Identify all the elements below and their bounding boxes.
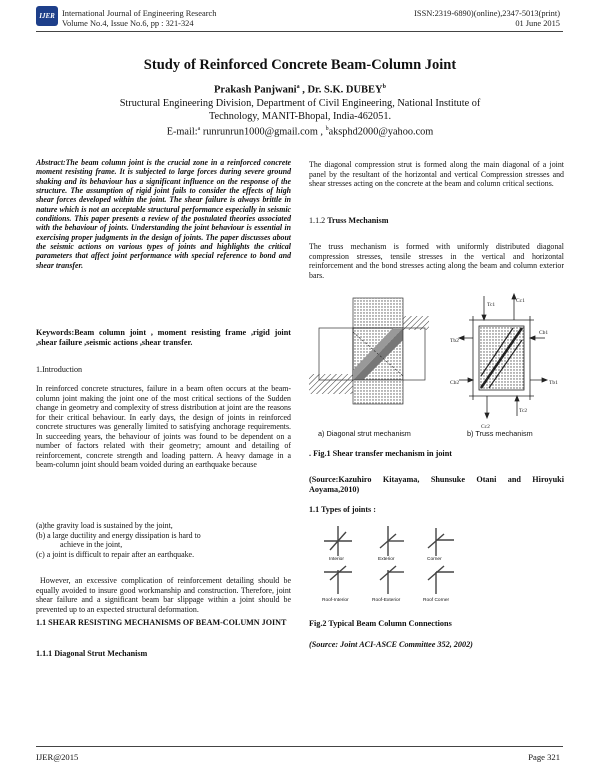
truss-paragraph: The truss mechanism is formed with uniformly distributed diagonal compression stresses, tensile stresses in the vertical and horizontal reinforcement and the bond stresses acting along the beam and column exterior bars. xyxy=(309,242,564,280)
intro-paragraph-2: However, an excessive complication of reinforcement detailing should be equally avoided to insure good workmanship and construction. Therefore, joint shear failure and a significant beam bar slippage within a joint should be prevented up to an expected structural deformation. xyxy=(36,576,291,614)
fig2-label-roof-corner: Roof Corner xyxy=(423,598,450,603)
paper-authors: Prakash Panjwani$^a$ , Dr. S.K. DUBEY$^b$ xyxy=(214,84,386,96)
fig1-label-b: b) Truss mechanism xyxy=(467,429,533,438)
truss-heading: 1.1.2 Truss Mechanism xyxy=(309,216,389,225)
svg-text:Cb1: Cb1 xyxy=(539,330,549,336)
fig2-joint-types-figure xyxy=(312,520,462,608)
intro-list xyxy=(36,521,291,559)
abstract: Abstract:The beam column joint is the crucial zone in a reinforced concrete moment resisting frame. It is subjected to large forces during severe ground shaking and its behaviour has a significant influence on the response of the structure. The assumption of rigid joint fails to consider the effects of high shear forces developed within the joint. The shear failure is always brittle in nature which is not an acceptable structural performance especially in seismic conditions. This paper presents a review of the postulated theories associated with the behaviour of joints. Understanding the joint behaviour is essential in exercising proper judgments in the design of joints. The paper discusses about the seismic actions on various types of joints and highlights the critical parameters that affect joint performance with special reference to bond and shear transfer. xyxy=(36,158,291,270)
header-rule xyxy=(36,31,563,32)
page-number: Page 321 xyxy=(528,752,560,762)
journal-volume: Volume No.4, Issue No.6, pp : 321-324 xyxy=(62,19,194,28)
paper-title: Study of Reinforced Concrete Beam-Column Joint xyxy=(143,57,457,73)
svg-text:Tc1: Tc1 xyxy=(487,302,496,308)
joint-roof-corner-drawing xyxy=(428,566,454,594)
fig2-caption: Fig.2 Typical Beam Column Connections xyxy=(309,619,452,628)
journal-name: International Journal of Engineering Research xyxy=(62,9,217,18)
fig1-label-a: a) Diagonal strut mechanism xyxy=(318,429,411,438)
list-item: achieve in the joint, xyxy=(60,540,123,550)
svg-text:Cb2: Cb2 xyxy=(450,380,460,386)
intro-paragraph-1: In reinforced concrete structures, failure in a beam often occurs at the beam-column joint making the joint one of the most critical sections of the Sudden change in geometry and complexity of stress distribution at joint are the reasons for their critical behaviour. In early days, the design of joints in reinforced concrete structures was generally limited to satisfying anchorage requirements. In succeeding years, the behaviour of joints was found to be dependent on a number of factors related with their geometry; amount and detailing of reinforcement, concrete strength and loading pattern. A heavy damage in a beam-column joint should beam voided during an earthquake because xyxy=(36,384,291,470)
section-1-1-1-heading: 1.1.1 Diagonal Strut Mechanism xyxy=(36,649,148,658)
fig2-label-roof-exterior: Roof-Exterior xyxy=(372,598,401,603)
paper-affiliation: Structural Engineering Division, Department of Civil Engineering, National Institute of Technology, MANIT-Bhopal, India-462051. E-mail:$^a$ runrunrun1000@gmail.com , $^b$aksphd2000@yahoo.com xyxy=(0,98,600,139)
strut-paragraph: The diagonal compression strut is formed along the main diagonal of a joint panel by the resultant of the horizontal and vertical Compression stresses and shear stresses acting on the concrete at the beam and column critical sections. xyxy=(309,160,564,189)
joint-exterior-drawing xyxy=(380,526,404,556)
keywords: Keywords:Beam column joint , moment resisting frame ,rigid joint ,shear failure ,seismic actions ,shear transfer. xyxy=(36,328,291,347)
fig2-label-exterior: Exterior xyxy=(378,557,395,562)
svg-text:Tc2: Tc2 xyxy=(519,408,528,414)
footer-left: IJER@2015 xyxy=(36,752,79,762)
svg-text:Cc2: Cc2 xyxy=(481,424,490,430)
joint-corner-drawing xyxy=(428,528,454,556)
footer-rule xyxy=(36,746,563,747)
truss-mechanism-diagram xyxy=(450,294,558,430)
paper-emails: E-mail:$^a$ runrunrun1000@gmail.com , $^b$aksphd2000@yahoo.com xyxy=(166,126,434,138)
joint-roof-interior-drawing xyxy=(324,566,352,594)
svg-text:Tb2: Tb2 xyxy=(450,338,459,344)
fig1-shear-transfer-figure xyxy=(309,288,561,438)
journal-date: 01 June 2015 xyxy=(515,19,560,28)
joint-roof-exterior-drawing xyxy=(380,566,404,594)
svg-text:Cc1: Cc1 xyxy=(516,298,525,304)
list-item: (b) a large ductility and energy dissipation is hard to xyxy=(36,530,201,540)
fig1-caption: . Fig.1 Shear transfer mechanism in joint xyxy=(309,449,452,458)
diagonal-strut-diagram xyxy=(309,298,429,404)
list-item: (a)the gravity load is sustained by the joint, xyxy=(36,521,173,530)
section-1-1-heading: 1.1 SHEAR RESISTING MECHANISMS OF BEAM-COLUMN JOINT xyxy=(36,618,287,627)
joint-interior-drawing xyxy=(324,526,352,556)
intro-heading: 1.Introduction xyxy=(36,365,83,374)
journal-issn: ISSN:2319-6890)(online),2347-5013(print) xyxy=(414,9,560,18)
fig2-source: (Source: Joint ACI-ASCE Committee 352, 2002) xyxy=(309,640,473,649)
fig2-label-roof-interior: Roof-Interior xyxy=(322,598,349,603)
svg-text:Tb1: Tb1 xyxy=(549,380,558,386)
list-item: (c) a joint is difficult to repair after an earthquake. xyxy=(36,549,195,559)
fig1-source: (Source:Kazuhiro Kitayama, Shunsuke Otani and Hiroyuki Aoyama,2010) xyxy=(309,475,564,494)
journal-logo: IJER xyxy=(36,6,58,26)
fig2-label-corner: Corner xyxy=(427,557,442,562)
types-heading: 1.1 Types of joints : xyxy=(309,505,376,514)
fig2-label-interior: Interior xyxy=(329,557,344,562)
